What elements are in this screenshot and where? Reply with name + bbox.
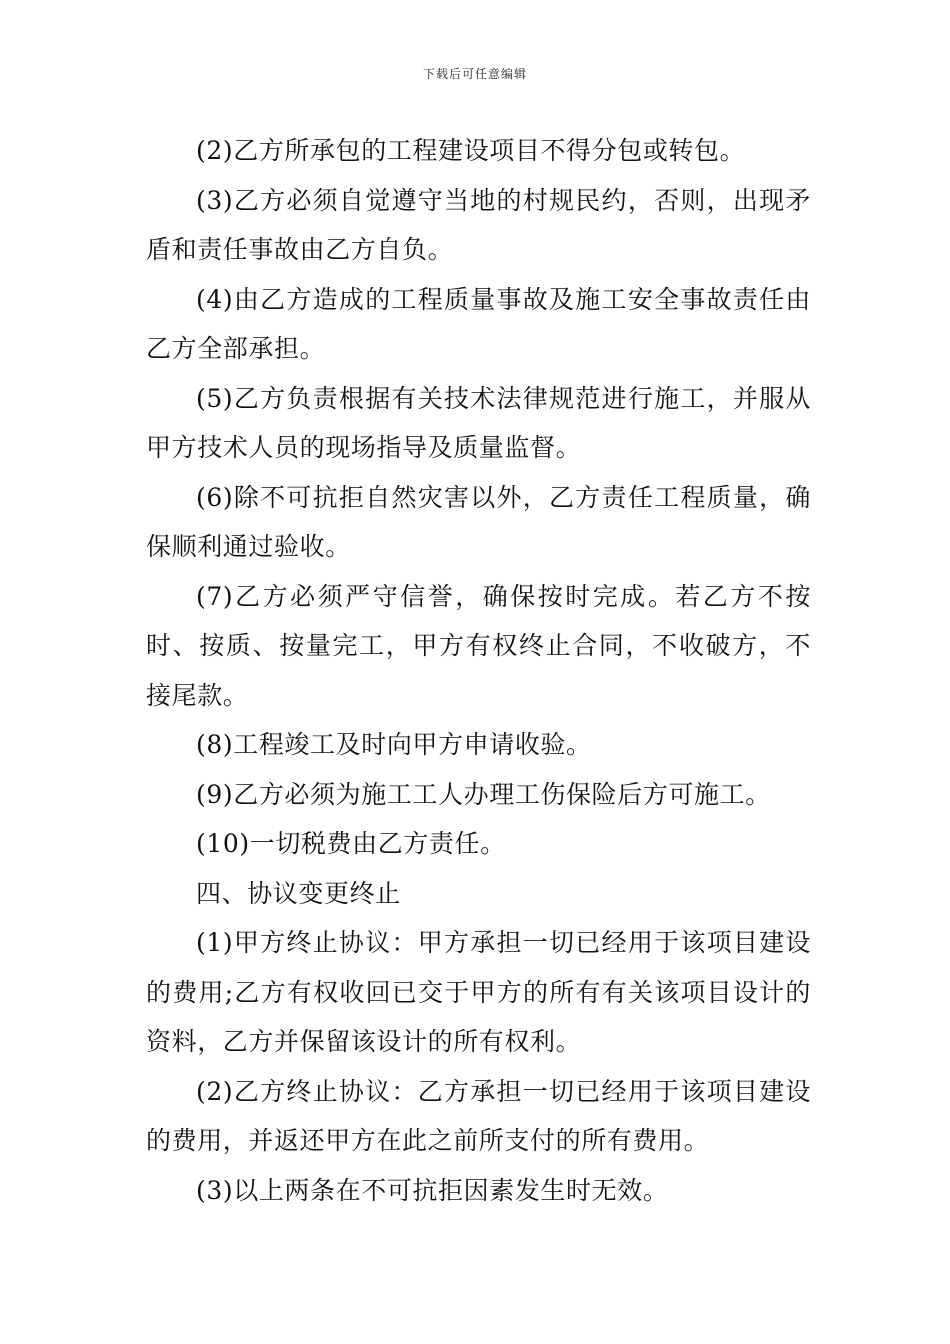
termination-clause-2-party-b: (2)乙方终止协议：乙方承担一切已经用于该项目建设的费用，并返还甲方在此之前所支付的所有费用。 [146, 1076, 811, 1155]
clause-8-acceptance-request: (8)工程竣工及时向甲方申请收验。 [196, 730, 592, 759]
clause-2-no-subcontract: (2)乙方所承包的工程建设项目不得分包或转包。 [196, 136, 746, 165]
clause-4-quality-liability: (4)由乙方造成的工程质量事故及施工安全事故责任由乙方全部承担。 [146, 284, 811, 363]
clause-7-on-time-completion: (7)乙方必须严守信誉，确保按时完成。若乙方不按时、按质、按量完工，甲方有权终止合同，不收破方，不接尾款。 [146, 581, 811, 710]
section-heading-termination: 四、协议变更终止 [196, 878, 401, 908]
termination-clause-3-force-majeure: (3)以上两条在不可抗拒因素发生时无效。 [196, 1175, 669, 1205]
document-body [146, 126, 811, 1215]
clause-10-taxes: (10)一切税费由乙方责任。 [196, 829, 506, 858]
page-header: 下载后可任意编辑 [422, 67, 527, 81]
clause-9-injury-insurance: (9)乙方必须为施工工人办理工伤保险后方可施工。 [196, 779, 771, 809]
clause-3-local-rules: (3)乙方必须自觉遵守当地的村规民约，否则，出现矛盾和责任事故由乙方自负。 [146, 185, 811, 264]
clause-5-technical-norms: (5)乙方负责根据有关技术法律规范进行施工，并服从甲方技术人员的现场指导及质量监督。 [146, 383, 811, 462]
clause-6-quality-acceptance: (6)除不可抗拒自然灾害以外，乙方责任工程质量，确保顺利通过验收。 [146, 482, 811, 561]
termination-clause-1-party-a: (1)甲方终止协议：甲方承担一切已经用于该项目建设的费用;乙方有权收回已交于甲方的所有有关该项目设计的资料，乙方并保留该设计的所有权利。 [146, 928, 811, 1056]
